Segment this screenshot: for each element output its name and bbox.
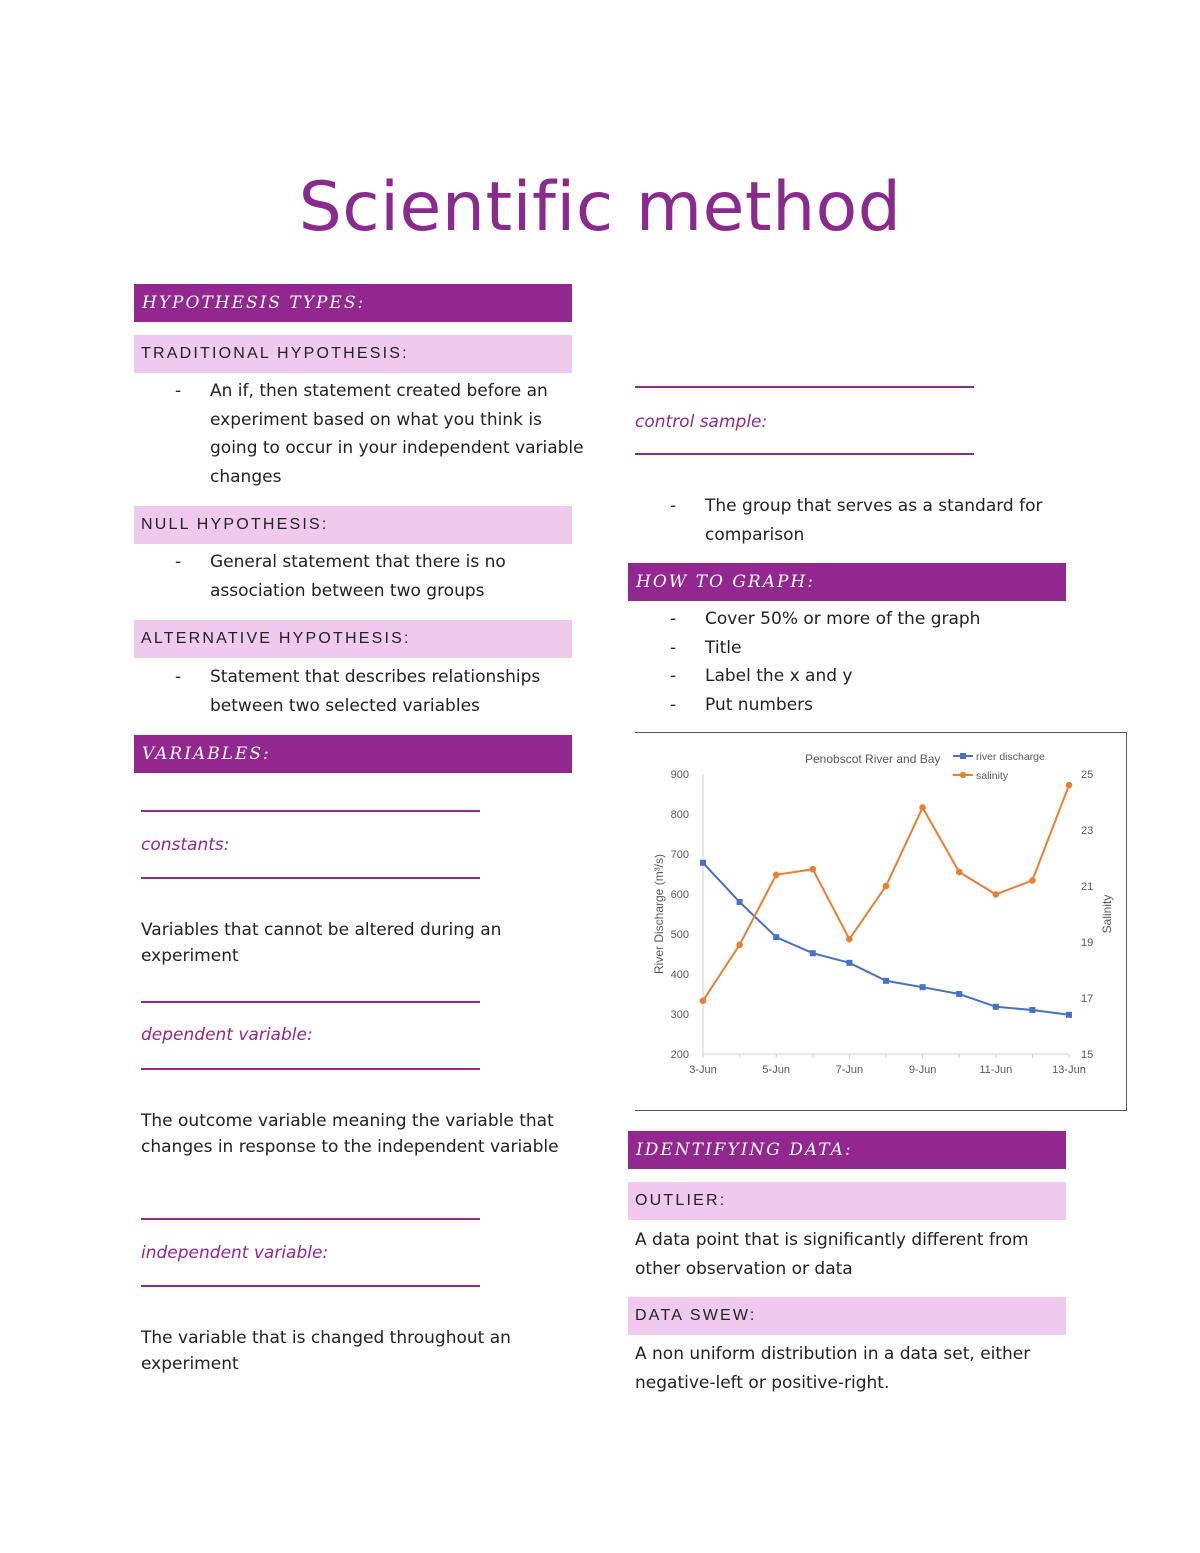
independent-variable-definition: The variable that is changed throughout an experiment [141, 1328, 511, 1374]
y-tick-label-right: 19 [1081, 937, 1094, 949]
data-point [700, 998, 707, 1005]
variables-label: VARIABLES: [142, 744, 271, 764]
list-item: - Statement that describes relationships between two selected variables [175, 667, 541, 716]
y-axis-left-label: River Discharge (m³/s) [652, 853, 666, 975]
data-skew-header [628, 1297, 1066, 1335]
independent-variable-label: independent variable: [141, 1243, 329, 1263]
list-item-text: General statement that there is no association between two groups [210, 552, 506, 601]
data-point [773, 872, 780, 879]
legend-discharge-label: river discharge [976, 751, 1045, 763]
data-point [1029, 1007, 1035, 1013]
legend-discharge-marker [960, 753, 966, 759]
control-sample-list [629, 492, 1069, 549]
y-tick-label-right: 17 [1081, 993, 1094, 1005]
data-point [846, 936, 853, 943]
alternative-hypothesis-header [134, 620, 572, 658]
legend [953, 751, 1045, 782]
y-tick-label: 800 [670, 809, 689, 821]
data-skew-definition: A non uniform distribution in a data set, either negative-left or positive-right. [635, 1344, 1031, 1393]
outlier-header [628, 1182, 1066, 1220]
list-item-text: Put numbers [705, 694, 814, 715]
x-tick-label: 13-Jun [1052, 1064, 1086, 1076]
how-to-graph-list [629, 605, 1069, 719]
data-point [956, 991, 962, 997]
hypothesis-types-label: HYPOTHESIS TYPES: [142, 293, 366, 313]
list-item-text: Label the x and y [705, 666, 853, 686]
list-item: - Put numbers [670, 694, 814, 715]
data-point [737, 899, 743, 905]
data-point [920, 984, 926, 990]
y-tick-label-right: 25 [1081, 769, 1094, 781]
data-skew-label: DATA SWEW: [635, 1307, 757, 1324]
data-point [846, 960, 852, 966]
y-tick-label: 500 [670, 929, 689, 941]
traditional-hypothesis-header [134, 335, 572, 373]
y-tick-label: 900 [670, 769, 689, 781]
series-line-salinity [703, 785, 1069, 1001]
data-point [1066, 782, 1073, 789]
x-tick-label: 7-Jun [835, 1064, 864, 1076]
null-hypothesis-list [134, 548, 574, 605]
data-point [883, 883, 890, 890]
how-to-graph-label: HOW TO GRAPH: [636, 572, 815, 592]
hypothesis-types-header [134, 284, 572, 322]
x-tick-label: 9-Jun [908, 1064, 937, 1076]
page-title: Scientific method [298, 168, 902, 247]
legend-salinity-marker [960, 772, 966, 778]
null-hypothesis-header [134, 506, 572, 544]
y-tick-label-right: 21 [1081, 881, 1094, 893]
data-point [810, 950, 816, 956]
y-axis-right-label: Salinity [1100, 894, 1114, 934]
identifying-data-label: IDENTIFYING DATA: [636, 1140, 853, 1160]
data-point [919, 804, 926, 811]
list-item: - Title [670, 637, 742, 658]
data-point [956, 869, 963, 876]
data-point [773, 934, 779, 940]
chart-series [700, 782, 1073, 1018]
divider [141, 1285, 480, 1287]
outlier-label: OUTLIER: [635, 1192, 727, 1209]
identifying-data-header [628, 1131, 1066, 1169]
legend-salinity-label: salinity [976, 770, 1009, 782]
constants-label: constants: [141, 835, 230, 855]
x-tick-label: 11-Jun [979, 1064, 1013, 1076]
list-item-text: Cover 50% or more of the graph [705, 609, 981, 629]
list-item-text: Title [705, 637, 742, 658]
divider [141, 1068, 480, 1070]
y-tick-label: 600 [670, 889, 689, 901]
list-item: - The group that serves as a standard for comparison [670, 496, 1043, 545]
divider [635, 453, 974, 455]
null-hypothesis-label: NULL HYPOTHESIS: [141, 516, 329, 533]
how-to-graph-header [628, 563, 1066, 601]
constants-definition: Variables that cannot be altered during an experiment [141, 920, 502, 966]
data-point [1029, 877, 1036, 884]
y-tick-label: 400 [670, 969, 689, 981]
y-axis-left-ticks [671, 769, 689, 1061]
data-point [700, 860, 706, 866]
outlier-definition: A data point that is significantly different from other observation or data [635, 1230, 1029, 1279]
divider [141, 810, 480, 812]
divider [141, 1001, 480, 1003]
x-tick-label: 5-Jun [762, 1064, 790, 1076]
x-axis-ticks [689, 1054, 1086, 1076]
alternative-hypothesis-list [134, 663, 574, 720]
chart-title: Penobscot River and Bay [805, 752, 941, 766]
control-sample-label: control sample: [635, 412, 768, 432]
y-tick-label-right: 23 [1081, 825, 1094, 837]
variables-header [134, 735, 572, 773]
data-point [993, 891, 1000, 898]
data-point [1066, 1012, 1072, 1018]
dependent-variable-definition: The outcome variable meaning the variable that changes in response to the independent variable [141, 1111, 559, 1157]
data-point [993, 1004, 999, 1010]
y-axis-right-ticks [1081, 769, 1093, 1061]
list-item: - Cover 50% or more of the graph [670, 609, 981, 629]
y-tick-label-right: 15 [1081, 1049, 1094, 1061]
data-point [810, 866, 817, 873]
list-item: - An if, then statement created before an experiment based on what you think is going to occur in your independent variable changes [175, 381, 584, 487]
list-item-text: An if, then statement created before an experiment based on what you think is going to occur in your independent variable changes [210, 381, 584, 487]
data-point [883, 978, 889, 984]
list-item-text: The group that serves as a standard for comparison [705, 496, 1043, 545]
list-item: - Label the x and y [670, 666, 853, 686]
divider [635, 386, 974, 388]
divider [141, 877, 480, 879]
y-tick-label: 300 [670, 1009, 689, 1021]
data-point [736, 942, 743, 949]
dependent-variable-label: dependent variable: [141, 1025, 313, 1045]
y-tick-label: 200 [670, 1049, 689, 1061]
line-chart [635, 732, 1126, 1110]
list-item-text: Statement that describes relationships between two selected variables [210, 667, 541, 716]
traditional-hypothesis-list [134, 377, 594, 491]
list-item: - General statement that there is no association between two groups [175, 552, 506, 601]
alternative-hypothesis-label: ALTERNATIVE HYPOTHESIS: [141, 630, 411, 647]
y-tick-label: 700 [670, 849, 689, 861]
divider [141, 1218, 480, 1220]
x-tick-label: 3-Jun [689, 1064, 717, 1076]
chart-container [635, 732, 1127, 1111]
traditional-hypothesis-label: TRADITIONAL HYPOTHESIS: [141, 345, 409, 362]
